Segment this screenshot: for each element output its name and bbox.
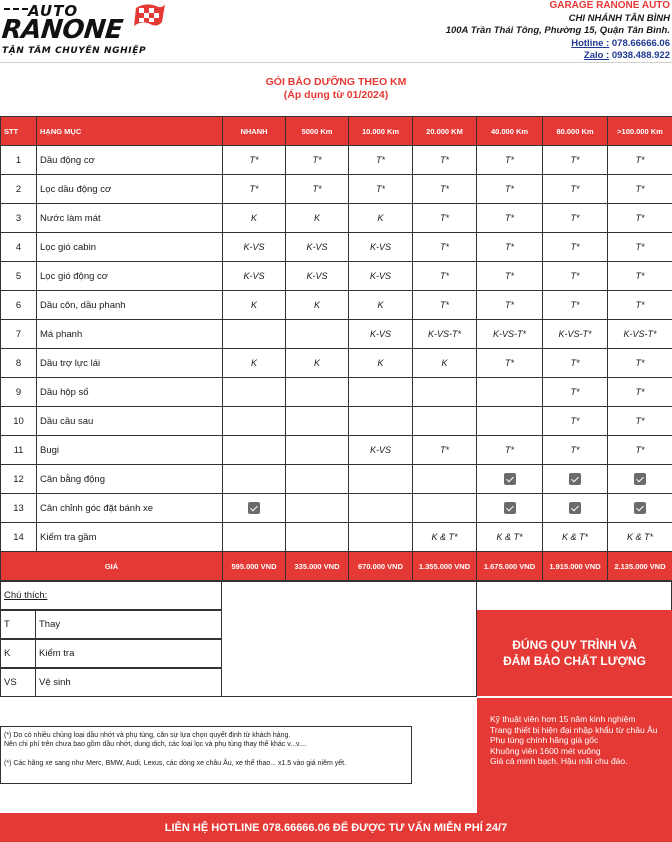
zalo-row bbox=[446, 50, 670, 63]
service-action-cell: T* bbox=[543, 291, 608, 320]
legend-meaning-vs: Vệ sinh bbox=[35, 668, 222, 697]
title-line-1: GÓI BẢO DƯỠNG THEO KM bbox=[265, 76, 407, 88]
row-number: 10 bbox=[1, 407, 37, 436]
service-action-cell: K bbox=[413, 349, 477, 378]
zalo-label: Zalo : bbox=[583, 50, 610, 61]
service-action-cell: T* bbox=[608, 175, 672, 204]
service-action-cell: T* bbox=[413, 436, 477, 465]
service-action-cell bbox=[349, 494, 413, 523]
service-action-cell bbox=[286, 465, 349, 494]
branch-address: 100A Trần Thái Tông, Phường 15, Quận Tân Bình. bbox=[445, 25, 670, 36]
row-number: 1 bbox=[1, 146, 37, 175]
service-action-cell: K bbox=[286, 349, 349, 378]
service-action-cell: K-VS-T* bbox=[543, 320, 608, 349]
feature-item: Khuông viên 1600 mét vuông bbox=[490, 745, 601, 756]
service-action-cell bbox=[413, 378, 477, 407]
header-stt: STT bbox=[1, 117, 37, 146]
service-action-cell: T* bbox=[413, 175, 477, 204]
service-action-cell bbox=[349, 407, 413, 436]
service-action-cell: K-VS bbox=[349, 436, 413, 465]
service-action-cell: T* bbox=[608, 146, 672, 175]
service-action-cell: T* bbox=[543, 262, 608, 291]
service-action-cell: K-VS bbox=[349, 262, 413, 291]
footnote-1-line-1: (*) Do có nhiều chủng loại dầu nhớt và phụ tùng, căn sự lựa chọn quyết định từ khách hàng. bbox=[4, 732, 291, 739]
service-action-cell bbox=[223, 523, 286, 552]
service-item-name: Dầu cầu sau bbox=[37, 407, 223, 436]
service-action-cell: T* bbox=[477, 233, 543, 262]
service-action-cell: T* bbox=[413, 291, 477, 320]
service-item-name: Cân chỉnh góc đặt bánh xe bbox=[37, 494, 223, 523]
table-row bbox=[1, 494, 672, 523]
service-action-cell: K bbox=[223, 291, 286, 320]
table-row bbox=[1, 146, 672, 175]
service-action-cell: K-VS bbox=[223, 233, 286, 262]
table-body bbox=[1, 146, 672, 581]
service-action-cell: K-VS-T* bbox=[413, 320, 477, 349]
feature-item: Giá cả minh bạch. Hậu mãi chu đáo. bbox=[490, 756, 628, 766]
service-item-name: Cân bằng động bbox=[37, 465, 223, 494]
service-action-cell: T* bbox=[608, 407, 672, 436]
logo-name-text: RANONE bbox=[0, 15, 125, 45]
row-number: 7 bbox=[1, 320, 37, 349]
table-row bbox=[1, 291, 672, 320]
row-number: 14 bbox=[1, 523, 37, 552]
service-action-cell: T* bbox=[543, 233, 608, 262]
quality-line-2: ĐẢM BẢO CHẤT LƯỢNG bbox=[503, 654, 646, 668]
service-action-cell bbox=[413, 494, 477, 523]
price-cell: 670.000 VND bbox=[349, 552, 413, 581]
footnote-2: (*) Các hãng xe sang như Merc, BMW, Audi, Lexus, các dòng xe châu Âu, xe thể thao... x1.5 vào giá niêm yết. bbox=[4, 760, 347, 767]
service-action-cell: T* bbox=[543, 436, 608, 465]
service-action-cell bbox=[286, 523, 349, 552]
service-item-name: Bugi bbox=[37, 436, 223, 465]
included-cell bbox=[608, 465, 672, 494]
service-item-name: Dầu động cơ bbox=[37, 146, 223, 175]
feature-item: Phụ tùng chính hãng giá gốc bbox=[490, 735, 599, 745]
service-action-cell bbox=[223, 320, 286, 349]
service-item-name: Kiểm tra gầm bbox=[37, 523, 223, 552]
price-row bbox=[1, 552, 672, 581]
service-action-cell bbox=[349, 378, 413, 407]
quality-line-1: ĐÚNG QUY TRÌNH VÀ bbox=[512, 638, 637, 652]
service-item-name: Dầu côn, dầu phanh bbox=[37, 291, 223, 320]
service-action-cell: K bbox=[349, 349, 413, 378]
service-item-name: Dầu trợ lực lái bbox=[37, 349, 223, 378]
row-number: 13 bbox=[1, 494, 37, 523]
checkbox-checked-icon bbox=[569, 473, 581, 485]
service-action-cell: T* bbox=[413, 146, 477, 175]
maintenance-table bbox=[0, 116, 672, 581]
included-cell bbox=[543, 465, 608, 494]
header-80000km: 80.000 Km bbox=[543, 117, 608, 146]
table-row bbox=[1, 204, 672, 233]
table-row bbox=[1, 233, 672, 262]
table-row bbox=[1, 465, 672, 494]
checkbox-checked-icon bbox=[634, 473, 646, 485]
service-action-cell: T* bbox=[543, 349, 608, 378]
price-cell: 2.135.000 VND bbox=[608, 552, 672, 581]
legend-code-vs: VS bbox=[0, 668, 36, 697]
service-action-cell: K-VS bbox=[223, 262, 286, 291]
header-quick: NHANH bbox=[223, 117, 286, 146]
included-cell bbox=[608, 494, 672, 523]
service-action-cell: T* bbox=[413, 262, 477, 291]
service-action-cell bbox=[286, 494, 349, 523]
legend-title-cell bbox=[0, 581, 222, 610]
service-action-cell bbox=[223, 465, 286, 494]
service-action-cell: T* bbox=[608, 378, 672, 407]
service-action-cell bbox=[223, 407, 286, 436]
header-100000km: >100.000 Km bbox=[608, 117, 672, 146]
service-action-cell: T* bbox=[223, 146, 286, 175]
service-item-name: Lọc dầu động cơ bbox=[37, 175, 223, 204]
service-action-cell bbox=[349, 523, 413, 552]
footnotes bbox=[0, 726, 412, 784]
service-action-cell: T* bbox=[349, 175, 413, 204]
checkbox-checked-icon bbox=[504, 502, 516, 514]
logo-slogan: TẬN TÂM CHUYÊN NGHIỆP bbox=[2, 46, 147, 56]
included-cell bbox=[477, 465, 543, 494]
blank-cell-middle bbox=[221, 581, 477, 697]
table-row bbox=[1, 436, 672, 465]
service-action-cell: T* bbox=[608, 233, 672, 262]
service-action-cell: T* bbox=[477, 146, 543, 175]
hotline-number[interactable]: 078.66666.06 bbox=[611, 37, 670, 49]
service-action-cell: T* bbox=[286, 146, 349, 175]
service-action-cell: T* bbox=[608, 262, 672, 291]
service-action-cell bbox=[286, 407, 349, 436]
service-action-cell: K-VS-T* bbox=[608, 320, 672, 349]
header-5000km: 5000 Km bbox=[286, 117, 349, 146]
service-action-cell: T* bbox=[608, 349, 672, 378]
service-action-cell: T* bbox=[608, 204, 672, 233]
zalo-number[interactable]: 0938.488.922 bbox=[611, 50, 670, 61]
brand-logo bbox=[0, 0, 190, 60]
legend-title: Chú thích: bbox=[4, 590, 48, 601]
legend-code-t: T bbox=[0, 610, 36, 639]
service-item-name: Nước làm mát bbox=[37, 204, 223, 233]
service-action-cell bbox=[413, 407, 477, 436]
row-number: 5 bbox=[1, 262, 37, 291]
service-action-cell bbox=[477, 407, 543, 436]
feature-item: Kỹ thuật viên hơn 15 năm kinh nghiệm bbox=[490, 714, 636, 724]
service-action-cell: K-VS bbox=[286, 233, 349, 262]
service-item-name: Lọc gió cabin bbox=[37, 233, 223, 262]
header-divider bbox=[0, 62, 672, 63]
service-action-cell: T* bbox=[608, 436, 672, 465]
table-row bbox=[1, 262, 672, 291]
header-10000km: 10.000 Km bbox=[349, 117, 413, 146]
service-action-cell bbox=[477, 378, 543, 407]
header-item: HẠNG MỤC bbox=[37, 117, 223, 146]
table-row bbox=[1, 378, 672, 407]
service-action-cell: T* bbox=[477, 204, 543, 233]
table-row bbox=[1, 407, 672, 436]
logo-speed-lines bbox=[4, 8, 28, 14]
garage-name: GARAGE RANONE AUTO bbox=[549, 0, 670, 11]
service-action-cell: T* bbox=[477, 349, 543, 378]
row-number: 12 bbox=[1, 465, 37, 494]
price-label: GIÁ bbox=[1, 552, 223, 581]
included-cell bbox=[477, 494, 543, 523]
service-action-cell: K bbox=[349, 291, 413, 320]
feature-item: Trang thiết bị hiện đại nhập khẩu từ châu Âu bbox=[490, 724, 658, 735]
hotline-footer[interactable]: LIÊN HỆ HOTLINE 078.66666.06 ĐỂ ĐƯỢC TƯ VẤN MIỄN PHÍ 24/7 bbox=[0, 813, 672, 842]
logo-auto-text: AUTO bbox=[28, 2, 79, 20]
service-action-cell: T* bbox=[223, 175, 286, 204]
hotline-row bbox=[446, 38, 670, 51]
quality-banner bbox=[477, 610, 672, 696]
footnote-1 bbox=[4, 731, 408, 749]
service-action-cell bbox=[223, 378, 286, 407]
service-action-cell bbox=[286, 378, 349, 407]
title-line-2: (Áp dụng từ 01/2024) bbox=[283, 89, 389, 101]
service-action-cell: K-VS bbox=[349, 233, 413, 262]
checkbox-checked-icon bbox=[248, 502, 260, 514]
service-action-cell: T* bbox=[477, 262, 543, 291]
service-action-cell: K-VS-T* bbox=[477, 320, 543, 349]
service-action-cell: K bbox=[286, 204, 349, 233]
included-cell bbox=[223, 494, 286, 523]
footnote-1-line-2: Nên chi phí trên chưa bao gồm dầu nhớt, dung dịch, các loại lọc và phụ tùng thay thế khác v...v.... bbox=[4, 741, 307, 748]
service-action-cell: K & T* bbox=[543, 523, 608, 552]
row-number: 6 bbox=[1, 291, 37, 320]
service-action-cell: T* bbox=[413, 233, 477, 262]
service-action-cell: T* bbox=[608, 291, 672, 320]
service-action-cell: K bbox=[223, 204, 286, 233]
service-action-cell: K bbox=[286, 291, 349, 320]
price-cell: 1.355.000 VND bbox=[413, 552, 477, 581]
checkbox-checked-icon bbox=[504, 473, 516, 485]
table-row bbox=[1, 320, 672, 349]
hotline-label: Hotline : bbox=[571, 37, 610, 49]
price-cell: 595.000 VND bbox=[223, 552, 286, 581]
row-number: 2 bbox=[1, 175, 37, 204]
service-action-cell: T* bbox=[477, 291, 543, 320]
table-row bbox=[1, 349, 672, 378]
service-action-cell: K-VS bbox=[349, 320, 413, 349]
price-cell: 1.675.000 VND bbox=[477, 552, 543, 581]
features-list bbox=[477, 698, 672, 813]
blank-cell-right bbox=[476, 581, 672, 611]
service-action-cell: T* bbox=[413, 204, 477, 233]
service-action-cell: T* bbox=[286, 175, 349, 204]
service-action-cell: T* bbox=[543, 378, 608, 407]
service-action-cell: T* bbox=[543, 204, 608, 233]
checkbox-checked-icon bbox=[634, 502, 646, 514]
service-action-cell: T* bbox=[543, 407, 608, 436]
service-action-cell bbox=[413, 465, 477, 494]
service-action-cell bbox=[349, 465, 413, 494]
service-item-name: Má phanh bbox=[37, 320, 223, 349]
service-action-cell: K bbox=[349, 204, 413, 233]
service-action-cell: T* bbox=[477, 175, 543, 204]
service-action-cell: K & T* bbox=[608, 523, 672, 552]
header-20000km: 20.000 KM bbox=[413, 117, 477, 146]
row-number: 3 bbox=[1, 204, 37, 233]
price-cell: 1.915.000 VND bbox=[543, 552, 608, 581]
header-40000km: 40.000 Km bbox=[477, 117, 543, 146]
row-number: 11 bbox=[1, 436, 37, 465]
legend-code-k: K bbox=[0, 639, 36, 668]
checkbox-checked-icon bbox=[569, 502, 581, 514]
legend-meaning-k: Kiểm tra bbox=[35, 639, 222, 668]
service-action-cell: K & T* bbox=[477, 523, 543, 552]
service-item-name: Dầu hộp số bbox=[37, 378, 223, 407]
row-number: 9 bbox=[1, 378, 37, 407]
service-item-name: Lọc gió động cơ bbox=[37, 262, 223, 291]
included-cell bbox=[543, 494, 608, 523]
service-action-cell: T* bbox=[543, 175, 608, 204]
service-action-cell: K bbox=[223, 349, 286, 378]
row-number: 4 bbox=[1, 233, 37, 262]
table-row bbox=[1, 175, 672, 204]
table-header-row bbox=[1, 117, 672, 146]
service-action-cell bbox=[286, 320, 349, 349]
row-number: 8 bbox=[1, 349, 37, 378]
service-action-cell bbox=[286, 436, 349, 465]
service-action-cell: K-VS bbox=[286, 262, 349, 291]
service-action-cell: K & T* bbox=[413, 523, 477, 552]
branch-name: CHI NHÁNH TÂN BÌNH bbox=[568, 12, 670, 24]
service-action-cell: T* bbox=[477, 436, 543, 465]
legend-meaning-t: Thay bbox=[35, 610, 222, 639]
service-action-cell bbox=[223, 436, 286, 465]
page-title bbox=[0, 76, 672, 102]
service-action-cell: T* bbox=[349, 146, 413, 175]
checkered-flag-icon bbox=[132, 2, 166, 36]
price-cell: 335.000 VND bbox=[286, 552, 349, 581]
contact-info bbox=[446, 0, 670, 63]
table-row bbox=[1, 523, 672, 552]
service-action-cell: T* bbox=[543, 146, 608, 175]
